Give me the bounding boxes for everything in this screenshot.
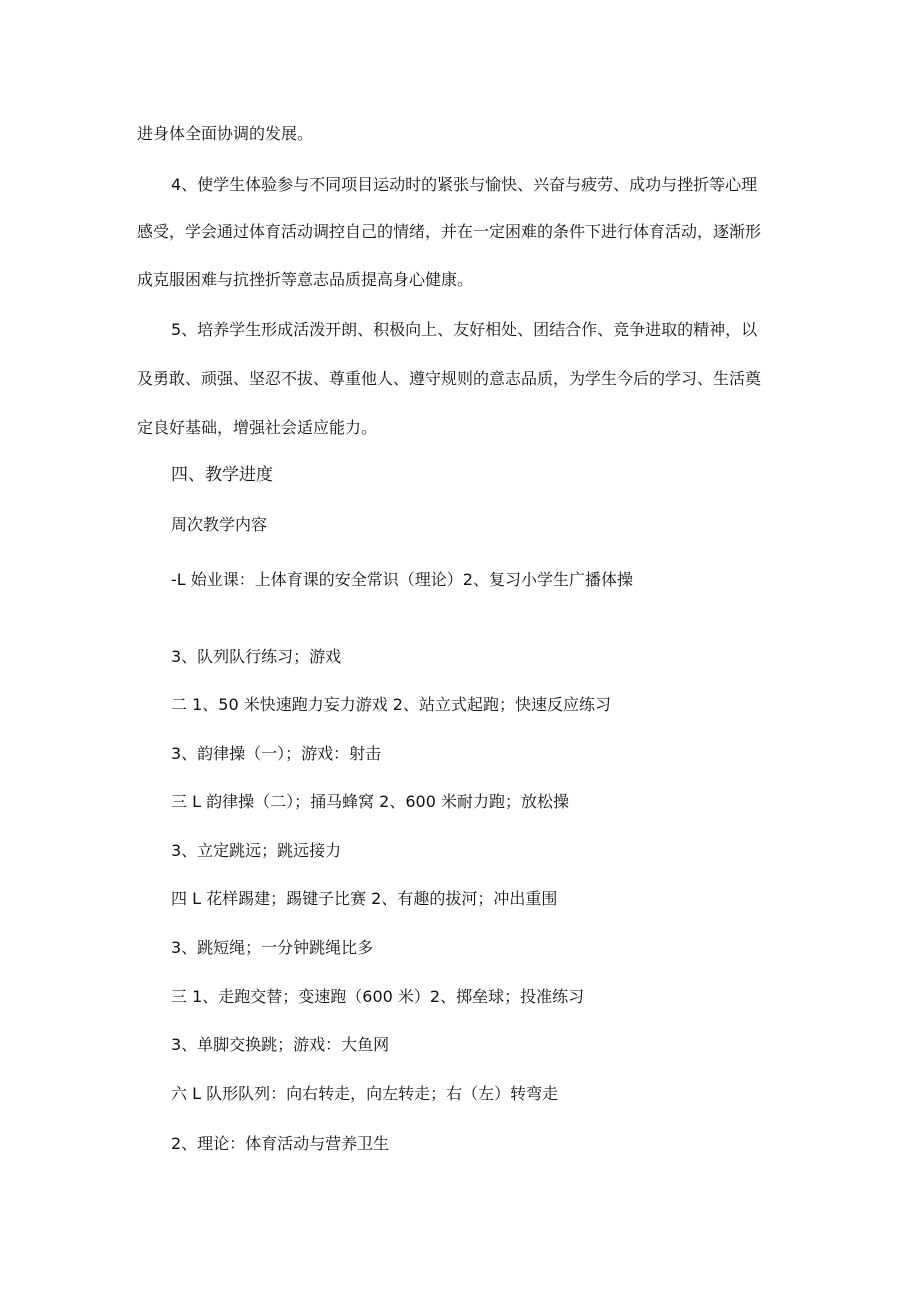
paragraph-line: 进身体全面协调的发展。 (137, 124, 314, 143)
schedule-line: 3、单脚交换跳；游戏：大鱼网 (171, 1035, 390, 1054)
paragraph-line: 感受，学会通过体育活动调控自己的情绪，并在一定困难的条件下进行体育活动，逐渐形 (137, 222, 762, 241)
schedule-line: 三 1、走跑交替；变速跑（600 米）2、掷垒球；投准练习 (171, 987, 585, 1006)
section-heading: 四、教学进度 (171, 465, 273, 485)
schedule-line: 3、立定跳远；跳远接力 (171, 841, 342, 860)
schedule-line: 六 L 队形队列：向右转走，向左转走；右（左）转弯走 (171, 1084, 559, 1103)
paragraph-line: 成克服困难与抗挫折等意志品质提高身心健康。 (137, 270, 474, 289)
schedule-line: 3、韵律操（一）；游戏：射击 (171, 744, 382, 763)
schedule-line: 3、跳短绳；一分钟跳绳比多 (171, 938, 374, 957)
schedule-line: 三 L 韵律操（二）；捅马蜂窝 2、600 米耐力跑；放松操 (171, 792, 569, 811)
paragraph-line: 及勇敢、顽强、坚忍不拔、尊重他人、遵守规则的意志品质，为学生今后的学习、生活奠 (137, 369, 762, 388)
schedule-line: 二 1、50 米快速跑力妄力游戏 2、站立式起跑；快速反应练习 (171, 695, 611, 714)
schedule-line: 四 L 花样踢建；踢键子比赛 2、有趣的拔河；冲出重围 (171, 889, 558, 908)
table-header-line: 周次教学内容 (171, 515, 268, 534)
schedule-line: -L 始业课：上体育课的安全常识（理论）2、复习小学生广播体操 (171, 570, 633, 589)
paragraph-line: 定良好基础，增强社会适应能力。 (137, 418, 378, 437)
paragraph-line: 4、使学生体验参与不同项目运动时的紧张与愉快、兴奋与疲劳、成功与挫折等心理 (171, 175, 758, 194)
schedule-line: 3、队列队行练习；游戏 (171, 647, 342, 666)
schedule-line: 2、理论：体育活动与营养卫生 (171, 1134, 390, 1153)
paragraph-line: 5、培养学生形成活泼开朗、积极向上、友好相处、团结合作、竞争进取的精神，以 (171, 320, 758, 339)
